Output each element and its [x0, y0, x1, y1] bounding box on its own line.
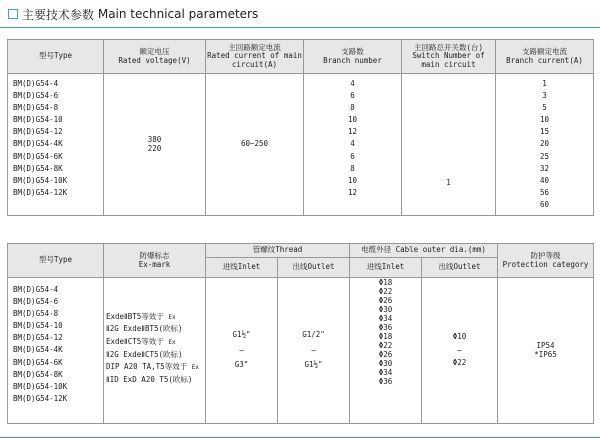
list-item: 4: [350, 78, 355, 88]
branch-number-list: [304, 74, 402, 216]
header-cable-outlet: 出线Outlet: [422, 258, 498, 278]
ex-symbol-icon: Ex: [168, 313, 176, 321]
list-item: BM(D)G54-6: [13, 91, 59, 101]
model-list: [8, 74, 104, 216]
list-item: 20: [539, 139, 550, 149]
list-item: BM(D)G54-10K: [13, 175, 68, 185]
list-item: BM(D)G54-8: [13, 103, 59, 113]
header-ex-mark: 防爆标志 Ex-mark: [104, 244, 206, 278]
list-item: BM(D)G54-8K: [13, 369, 63, 379]
branch-current-list: [496, 74, 594, 216]
header-cable-inlet: 进线Inlet: [350, 258, 422, 278]
list-item: 56: [539, 187, 550, 197]
header-main-current: 主回路额定电流 Rated current of main circuit(A): [206, 40, 304, 74]
list-item: Φ34: [378, 314, 393, 323]
list-item: 12: [347, 127, 358, 137]
list-item: BM(D)G54-8: [13, 309, 59, 319]
list-item: 10: [539, 115, 550, 125]
list-item: 32: [539, 163, 550, 173]
ex-symbol-icon: Ex: [168, 338, 176, 346]
header-rated-voltage: 额定电压 Rated voltage(V): [104, 40, 206, 74]
cable-outlet-cell: Φ10 ~ Φ22: [422, 278, 498, 424]
section-title-en: Main technical parameters: [97, 7, 259, 21]
list-item: Φ36: [378, 377, 393, 386]
list-item: [304, 199, 401, 211]
list-item: 10: [347, 115, 358, 125]
list-item: 6: [350, 151, 355, 161]
header-cable: 电缆外径 Cable outer dia.(mm): [350, 244, 498, 258]
header-branch-number: 支路数 Branch number: [304, 40, 402, 74]
list-item: BM(D)G54-6: [13, 297, 59, 307]
list-item: BM(D)G54-6K: [13, 357, 63, 367]
list-item: Φ18: [378, 332, 393, 341]
list-item: Φ30: [378, 305, 393, 314]
list-item: BM(D)G54-10: [13, 115, 63, 125]
list-item: Φ26: [378, 350, 393, 359]
list-item: BM(D)G54-4K: [13, 345, 63, 355]
cable-inlet-list: [350, 278, 422, 424]
list-item: Φ22: [378, 341, 393, 350]
list-item: Φ22: [378, 287, 393, 296]
header-type: 型号Type: [8, 244, 104, 278]
current-cell: 60~250: [206, 74, 304, 216]
list-item: 8: [350, 163, 355, 173]
section-title-cn: 主要技术参数: [22, 7, 95, 22]
header-thread-outlet: 出线Outlet: [278, 258, 350, 278]
list-item: BM(D)G54-6K: [13, 151, 63, 161]
list-item: 3: [542, 91, 547, 101]
thread-outlet-cell: G1/2" ~ G1½": [278, 278, 350, 424]
ex-mark-line: ⅡID ExD A20 T5(欧标): [106, 374, 193, 384]
ex-mark-line: DIP A20 TA,T5等效于 Ex: [106, 362, 199, 372]
list-item: BM(D)G54-10: [13, 321, 63, 331]
list-item: BM(D)G54-10K: [13, 381, 68, 391]
list-item: 10: [347, 175, 358, 185]
list-item: Φ30: [378, 359, 393, 368]
ex-mark-cell: [104, 278, 206, 424]
switch-number-cell: 1: [402, 74, 496, 216]
header-branch-current: 支路额定电流 Branch current(A): [496, 40, 594, 74]
list-item: 6: [350, 91, 355, 101]
list-item: BM(D)G54-12: [13, 127, 63, 137]
list-item: 25: [539, 151, 550, 161]
list-item: 40: [539, 175, 550, 185]
title-divider: [0, 27, 600, 28]
ex-symbol-icon: Ex: [191, 364, 199, 372]
list-item: 5: [542, 103, 547, 113]
section-title: [8, 6, 258, 22]
ex-mark-line: ExdeⅡBT5等效于 Ex: [106, 311, 176, 321]
list-item: 8: [350, 103, 355, 113]
thread-inlet-cell: G1½" ~ G3": [206, 278, 278, 424]
list-item: Φ18: [378, 278, 393, 287]
rated-parameters-table: [7, 39, 594, 216]
list-item: BM(D)G54-12: [13, 333, 63, 343]
header-thread-inlet: 进线Inlet: [206, 258, 278, 278]
voltage-cell: 380 220: [104, 74, 206, 216]
model-list: [8, 278, 104, 424]
header-thread: 管螺纹Thread: [206, 244, 350, 258]
explosion-proof-table: [7, 243, 594, 424]
list-item: Φ26: [378, 296, 393, 305]
ex-mark-line: Ⅱ2G ExdeⅡBT5(欧标): [106, 324, 183, 334]
square-bullet-icon: [8, 9, 18, 19]
list-item: BM(D)G54-12K: [13, 393, 68, 403]
list-item: Φ34: [378, 368, 393, 377]
list-item: [13, 199, 103, 211]
bottom-divider: [0, 437, 600, 438]
header-switch-number: 主回路总开关数(台) Switch Number of main circuit: [402, 40, 496, 74]
ex-mark-line: Ⅱ2G ExdeⅡCT5(欧标): [106, 349, 183, 359]
list-item: BM(D)G54-4: [13, 78, 59, 88]
list-item: BM(D)G54-12K: [13, 187, 68, 197]
header-type: 型号Type: [8, 40, 104, 74]
list-item: 12: [347, 187, 358, 197]
list-item: 15: [539, 127, 550, 137]
list-item: Φ36: [378, 323, 393, 332]
list-item: 1: [542, 78, 547, 88]
list-item: [13, 405, 103, 417]
list-item: BM(D)G54-8K: [13, 163, 63, 173]
header-protection: 防护等级 Protection category: [498, 244, 594, 278]
ex-mark-line: ExdeⅡCT5等效于 Ex: [106, 336, 176, 346]
list-item: 4: [350, 139, 355, 149]
list-item: 60: [539, 199, 550, 209]
protection-cell: IP54 *IP65: [498, 278, 594, 424]
list-item: BM(D)G54-4K: [13, 139, 63, 149]
list-item: BM(D)G54-4: [13, 284, 59, 294]
